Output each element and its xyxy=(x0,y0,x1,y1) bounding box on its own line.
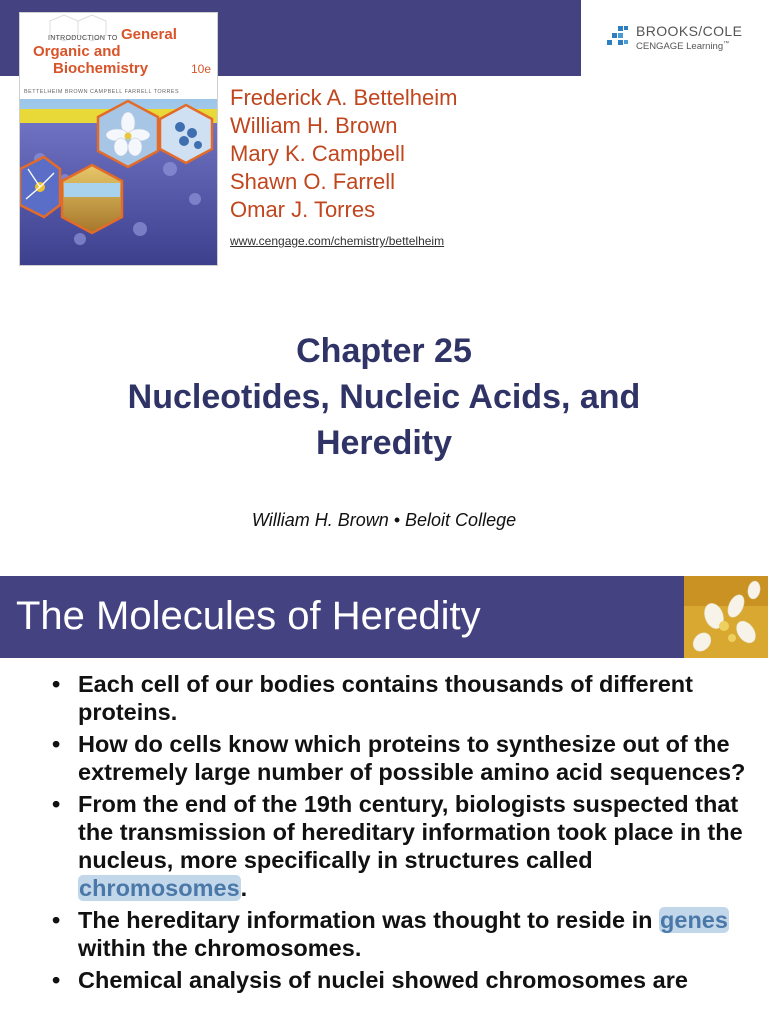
author-name: Omar J. Torres xyxy=(230,197,376,222)
cover-title-line1: General xyxy=(121,26,177,43)
bullet-text: Each cell of our bodies contains thousands of different proteins. xyxy=(78,671,693,725)
slide-title: The Molecules of Heredity xyxy=(16,594,481,638)
chapter-title: Nucleotides, Nucleic Acids, and Heredity xyxy=(127,378,641,462)
glossary-term-chromosomes[interactable]: chromosomes xyxy=(79,875,240,901)
bullet-item xyxy=(46,790,758,902)
author-name: Frederick A. Bettelheim xyxy=(230,85,458,110)
author-list xyxy=(230,84,457,224)
bullet-item xyxy=(46,730,758,786)
bullet-text-end: within the chromosomes. xyxy=(78,935,362,961)
brand-name: BROOKS/COLE xyxy=(636,23,743,39)
bullet-item xyxy=(46,670,758,726)
brand-tagline-text: CENGAGE Learning xyxy=(636,41,724,53)
byline: William H. Brown • Beloit College xyxy=(251,510,517,530)
cover-title-line3: Biochemistry xyxy=(53,60,149,77)
bullet-text: How do cells know which proteins to synthesize out of the extremely large number of possible amino acid sequences? xyxy=(78,731,746,785)
content-slide xyxy=(0,576,768,1024)
cover-authors: BETTELHEIM BROWN CAMPBELL FARRELL TORRES xyxy=(24,89,180,95)
bullet-item xyxy=(46,906,758,962)
bullet-marker: • xyxy=(52,967,61,993)
bullet-item xyxy=(46,966,758,994)
trademark-mark: ™ xyxy=(723,41,730,47)
bullet-marker: • xyxy=(52,671,61,697)
bullet-marker: • xyxy=(52,907,61,933)
flower-photo xyxy=(684,576,768,658)
chapter-number: Chapter 25 xyxy=(296,332,472,370)
brand-tagline xyxy=(636,41,729,52)
brooks-cole-logo-icon xyxy=(604,24,634,50)
cover-photo-collage xyxy=(20,99,218,266)
chapter-heading xyxy=(0,328,768,466)
bullet-text: Chemical analysis of nuclei showed chromosomes are xyxy=(78,967,688,993)
glossary-term-genes[interactable]: genes xyxy=(660,907,728,933)
cover-title-line2: Organic and xyxy=(33,43,121,60)
website-link[interactable]: www.cengage.com/chemistry/bettelheim xyxy=(230,234,445,248)
author-name: Mary K. Campbell xyxy=(230,141,405,166)
author-name: William H. Brown xyxy=(230,113,398,138)
bullet-marker: • xyxy=(52,791,61,817)
bullet-text: From the end of the 19th century, biologists suspected that the transmission of hereditary information took place in the nucleus, more specifically in structures called xyxy=(78,791,743,873)
cover-series: INTRODUCTION TO xyxy=(48,35,118,42)
bullet-marker: • xyxy=(52,731,61,757)
book-cover xyxy=(19,12,218,266)
bullet-list xyxy=(46,670,758,998)
bullet-text: The hereditary information was thought to reside in xyxy=(78,907,660,933)
author-name: Shawn O. Farrell xyxy=(230,169,396,194)
cover-edition: 10e xyxy=(191,62,212,76)
slide-header xyxy=(0,576,768,658)
bullet-text-end: . xyxy=(240,875,248,901)
